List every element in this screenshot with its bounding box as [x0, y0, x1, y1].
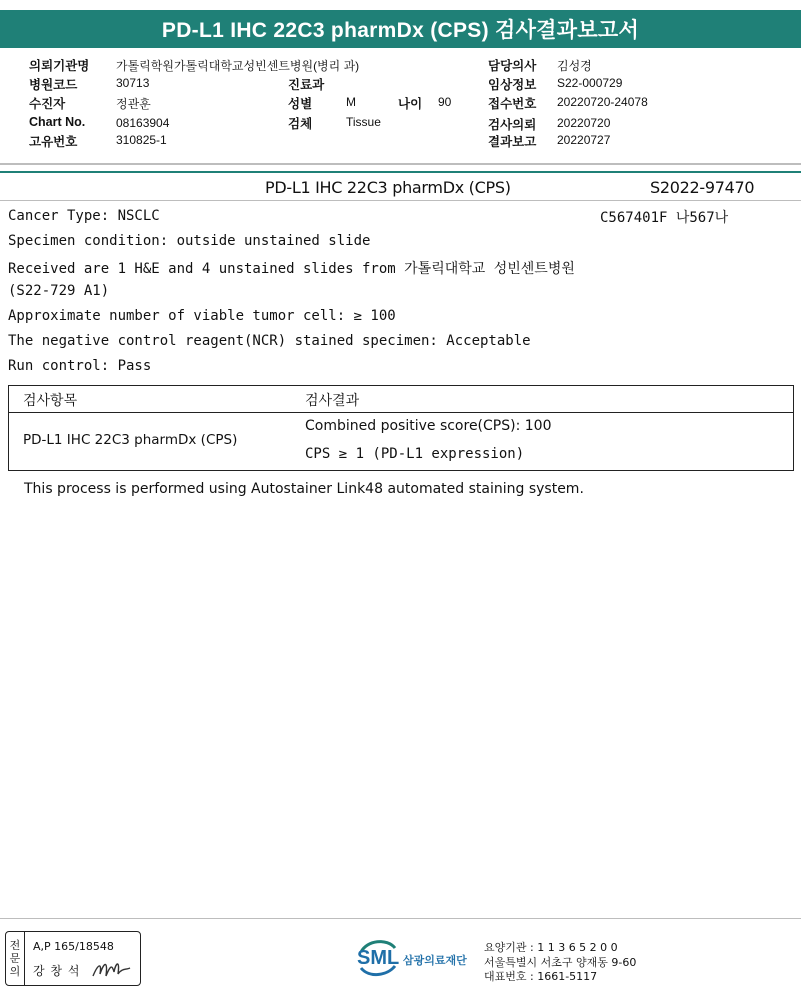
block-id: C567401F 나567나 [600, 210, 729, 226]
report-line: Received are 1 H&E and 4 unstained slides from 가톨릭대학교 성빈센트병원 [8, 261, 575, 277]
recipient-value: 정관훈 [116, 97, 151, 111]
dept-label: 진료과 [288, 78, 325, 92]
sex-value: M [346, 95, 356, 109]
sex-label: 성별 [288, 97, 313, 111]
test-name-heading: PD-L1 IHC 22C3 pharmDx (CPS) [265, 178, 511, 197]
report-date-value: 20220727 [557, 133, 611, 147]
doctor-value: 김성경 [557, 59, 592, 73]
report-date-label: 결과보고 [488, 135, 537, 149]
pathologist-signature-box [5, 931, 141, 986]
specialist-label-text: 전 문 의 [9, 939, 21, 978]
doctor-label: 담당의사 [488, 59, 537, 73]
clinical-label: 임상정보 [488, 78, 537, 92]
table-header-result: 검사결과 [305, 393, 360, 409]
report-line: Approximate number of viable tumor cell: ≥ 100 [8, 308, 396, 324]
specimen-label: 검체 [288, 117, 313, 131]
age-value: 90 [438, 95, 452, 109]
footer-divider [0, 918, 801, 919]
result-table [8, 385, 794, 471]
specimen-value: Tissue [346, 115, 381, 129]
report-line: Cancer Type: NSCLC [8, 208, 160, 224]
hospital-code-label: 병원코드 [29, 78, 78, 92]
table-result-expression: CPS ≥ 1 (PD-L1 expression) [305, 446, 525, 462]
age-label: 나이 [398, 97, 423, 111]
institution-code: 요양기관 : 1 1 3 6 5 2 0 0 [484, 941, 618, 954]
report-line: The negative control reagent(NCR) stained specimen: Acceptable [8, 333, 531, 349]
pathologist-name: 강 창 석 [33, 964, 81, 978]
report-line: Specimen condition: outside unstained slide [8, 233, 371, 249]
chart-no-label: Chart No. [29, 115, 86, 129]
logo-text: SML [357, 947, 400, 969]
phone: 대표번호 : 1661-5117 [484, 970, 598, 983]
signature-icon [90, 956, 134, 982]
chart-no-value: 08163904 [116, 116, 170, 130]
report-number: S2022-97470 [650, 178, 755, 197]
request-value: 20220720 [557, 116, 611, 130]
table-result-score: Combined positive score(CPS): 100 [305, 418, 552, 434]
report-title: PD-L1 IHC 22C3 pharmDx (CPS) 검사결과보고서 [0, 10, 801, 48]
report-line: (S22-729 A1) [8, 283, 110, 299]
table-header-item: 검사항목 [23, 393, 78, 409]
divider [0, 200, 801, 201]
institution-label: 의뢰기관명 [29, 59, 90, 73]
sml-logo [357, 938, 477, 978]
unique-no-value: 310825-1 [116, 133, 167, 147]
org-name: 삼광의료재단 [403, 954, 467, 967]
table-item: PD-L1 IHC 22C3 pharmDx (CPS) [23, 432, 238, 448]
request-label: 검사의뢰 [488, 118, 537, 132]
specialist-label [6, 932, 25, 985]
address: 서울특별시 서초구 양재동 9-60 [484, 956, 637, 969]
report-line: Run control: Pass [8, 358, 152, 374]
receipt-label: 접수번호 [488, 97, 537, 111]
table-header-divider [9, 412, 793, 413]
receipt-value: 20220720-24078 [557, 95, 648, 109]
hospital-code-value: 30713 [116, 76, 150, 90]
divider [0, 171, 801, 173]
ap-number: A,P 165/18548 [33, 940, 114, 953]
recipient-label: 수진자 [29, 97, 66, 111]
unique-no-label: 고유번호 [29, 135, 78, 149]
clinical-value: S22-000729 [557, 76, 623, 90]
institution-value: 가톨릭학원가톨릭대학교성빈센트병원(병리 과) [116, 59, 360, 73]
process-note: This process is performed using Autostainer Link48 automated staining system. [24, 481, 584, 497]
divider [0, 163, 801, 165]
